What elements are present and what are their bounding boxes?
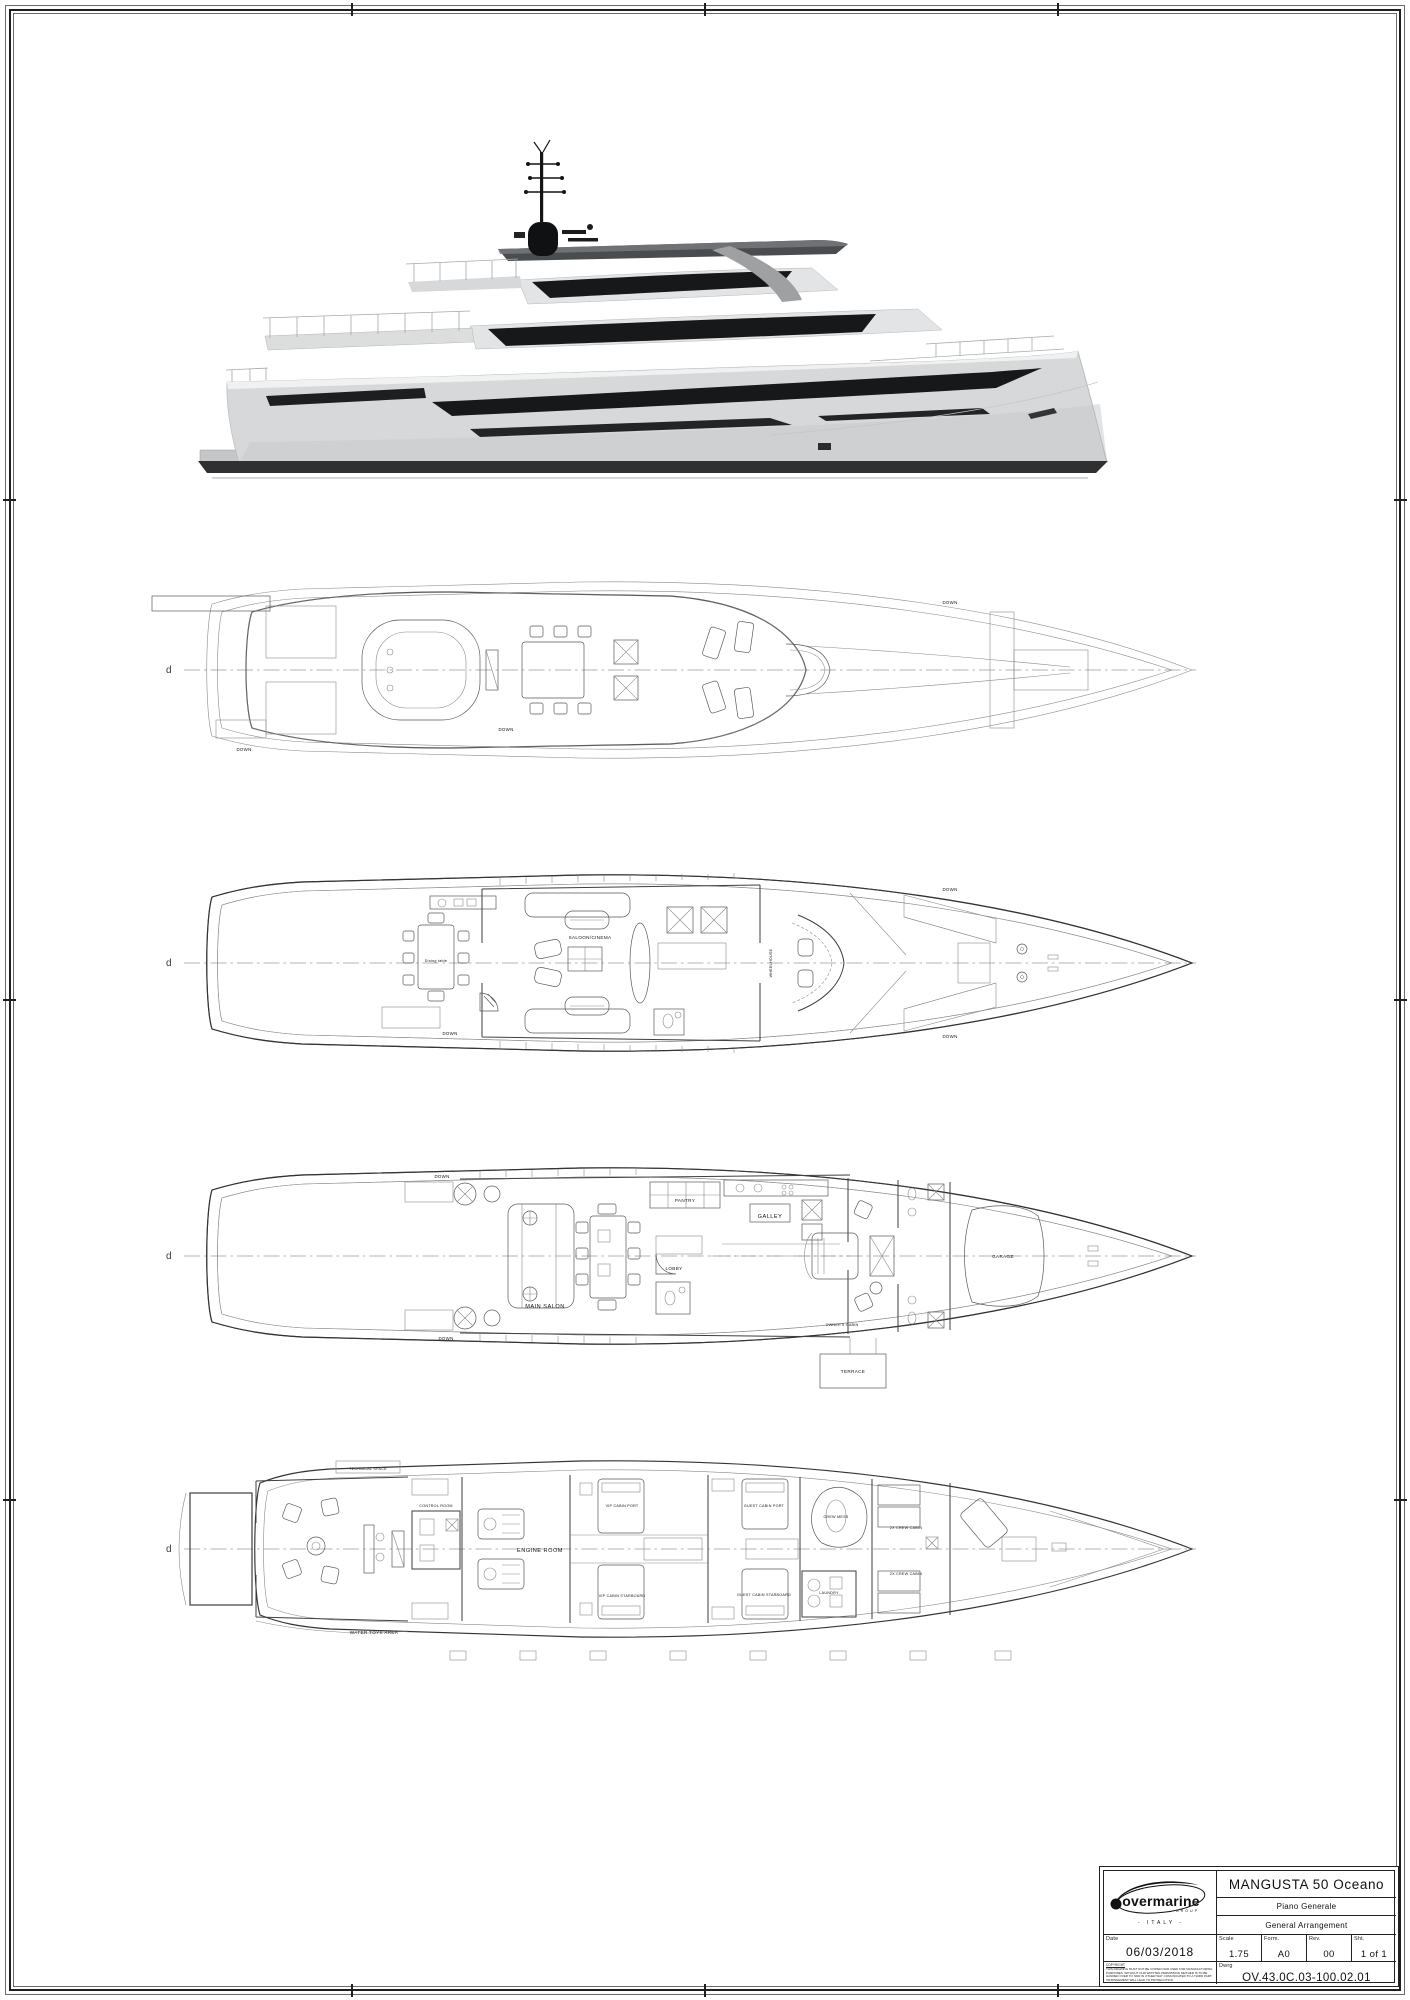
room-label: GUEST CABIN STARBOARD (737, 1593, 791, 1597)
form-value: A0 (1277, 1948, 1291, 1960)
profile-view (170, 130, 1120, 490)
terrace-platform (820, 1338, 886, 1388)
room-label: GUEST CABIN PORT (743, 1504, 785, 1508)
logo-brand: overmarine (1121, 1893, 1200, 1909)
logo-country: - ITALY - (1137, 1920, 1184, 1926)
frame-tick (3, 1499, 16, 1501)
room-label: GALLEY (757, 1214, 783, 1220)
room-label: GARAGE (992, 1254, 1014, 1259)
room-label: 2X CREW CABIN (889, 1526, 923, 1530)
rev-value: 00 (1323, 1948, 1335, 1960)
logo-group: GROUP (1175, 1909, 1199, 1913)
room-label: DOWN (442, 1031, 458, 1036)
drawing-number-label: Dwrg (1219, 1963, 1233, 1969)
room-label: Dining table (424, 959, 448, 963)
frame-tick (1394, 1499, 1407, 1501)
frame-tick (1394, 999, 1407, 1001)
room-label: WHEELHOUSE (769, 948, 773, 978)
room-label: DOWN (942, 600, 958, 605)
frame-tick (351, 3, 353, 16)
beach-club (179, 1461, 448, 1633)
frame-tick (3, 499, 16, 501)
subtitle-it-cell (1217, 1898, 1396, 1916)
sheet-label: Sht. (1354, 1936, 1365, 1942)
frame-tick (1057, 1984, 1059, 1997)
room-label: DOWN (236, 747, 252, 752)
scale-cell (1217, 1935, 1262, 1962)
frame-tick (704, 1984, 706, 1997)
bow-area (959, 1497, 1164, 1587)
room-label: TERRACE (840, 1369, 866, 1374)
yacht-profile-rendering (170, 130, 1120, 490)
form-cell (1262, 1935, 1307, 1962)
room-label: MAIN SALON (525, 1304, 565, 1310)
room-label: VIP CABIN PORT (605, 1504, 639, 1508)
room-label: DOWN (498, 727, 514, 732)
subtitle-italian: Piano Generale (1276, 1902, 1337, 1911)
scale-value: 1.75 (1228, 1948, 1250, 1960)
deck-plan-sundeck (150, 570, 1210, 770)
frame-tick (351, 1984, 353, 1997)
sheet-cell (1352, 1935, 1396, 1962)
rev-label: Rev. (1309, 1936, 1321, 1942)
logo-cell (1104, 1871, 1217, 1935)
copyright-text: THIS DRAWING MUST NOT BE COPIED NOR USED FOR MANUFACTURING PURPOSES, WITHOUT OUR WRITTEN PERMISSION NEITHER IS TO BE HANDED OVER TO NOR IN OTHER WAY COMUNICATED TO A THIRD PART. INFRINGEMENT WILL LEAD TO PROSECUTION (1106, 1967, 1213, 1982)
room-label: DOWN (942, 887, 958, 892)
sheet-value: 1 of 1 (1360, 1948, 1388, 1960)
room-label: DOWN (438, 1336, 454, 1341)
drawing-number-value: OV.43.0C.03-100.02.01 (1242, 1972, 1371, 1984)
rev-cell (1307, 1935, 1352, 1962)
drawing-number-cell (1217, 1962, 1396, 1984)
room-label: WATER TOYS AREA (349, 1630, 399, 1635)
room-label: LAUNDRY (819, 1591, 839, 1595)
waterline-stripe (198, 461, 1108, 473)
room-label: ENGINE ROOM (517, 1548, 563, 1554)
room-label: 2X CREW CABIN (889, 1572, 923, 1576)
title-block (1099, 1866, 1399, 1987)
deck-plan-upper-deck (150, 863, 1210, 1063)
project-title: MANGUSTA 50 Oceano (1228, 1876, 1385, 1892)
room-label: DOWN (434, 1174, 450, 1179)
copyright-title: COPYRIGHT (1106, 1963, 1125, 1967)
room-label: OWNER'S CABIN (825, 1323, 859, 1327)
frame-tick (3, 999, 16, 1001)
hull-side-windows (450, 1651, 1011, 1660)
frame-tick (1057, 3, 1059, 16)
date-label: Date (1106, 1936, 1119, 1942)
datum-label: d (166, 1251, 172, 1262)
scale-label: Scale (1219, 1936, 1234, 1942)
lobby-stairs (654, 907, 727, 1035)
room-label: LOBBY (665, 1266, 683, 1271)
deck-plan-lower-deck (150, 1449, 1210, 1669)
overmarine-logo (1107, 1873, 1214, 1929)
datum-label: d (166, 958, 172, 969)
subtitle-english: General Arrangement (1265, 1920, 1348, 1930)
room-label: CREW MESS (823, 1515, 849, 1519)
frame-tick (1394, 499, 1407, 501)
room-label: DOWN (942, 1034, 958, 1039)
copyright-cell (1104, 1962, 1217, 1984)
room-label: CONTROL ROOM (419, 1504, 453, 1508)
room-label: PANTRY (674, 1198, 696, 1203)
datum-label: d (166, 665, 172, 676)
deck-plan-main-deck (150, 1156, 1210, 1396)
room-label: VIP CABIN STARBOARD (598, 1594, 646, 1598)
room-label: TECHNICAL SPACE (349, 1467, 387, 1471)
date-cell (1104, 1935, 1217, 1962)
datum-label: d (166, 1544, 172, 1555)
frame-tick (704, 3, 706, 16)
room-label: SALOON/CINEMA (568, 935, 612, 940)
date-value: 06/03/2018 (1125, 1945, 1195, 1959)
subtitle-en-cell (1217, 1916, 1396, 1935)
mast-and-radar (514, 140, 598, 256)
form-label: Form. (1264, 1936, 1280, 1942)
project-title-cell (1217, 1871, 1396, 1898)
